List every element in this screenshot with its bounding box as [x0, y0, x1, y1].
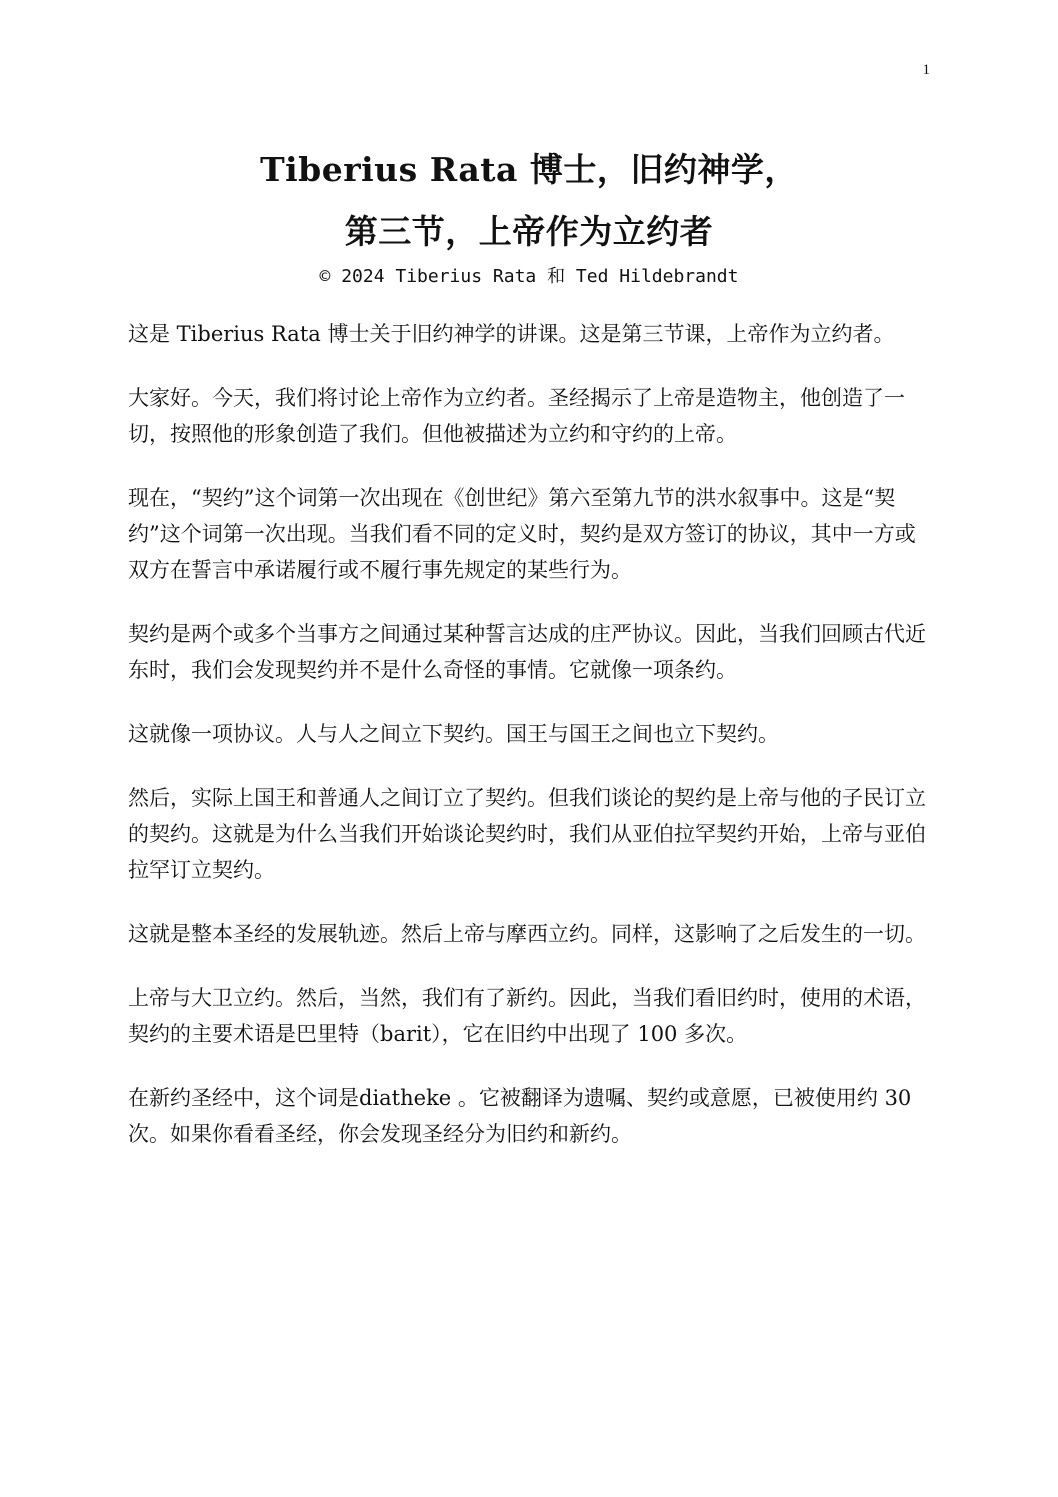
- paragraph: 契约是两个或多个当事方之间通过某种誓言达成的庄严协议。因此，当我们回顾古代近东时，我们会发现契约并不是什么奇怪的事情。它就像一项条约。: [128, 622, 926, 682]
- paragraph: 在新约圣经中，这个词是diatheke 。它被翻译为遗嘱、契约或意愿，已被使用约 30 次。如果你看看圣经，你会发现圣经分为旧约和新约。: [128, 1086, 912, 1146]
- paragraph: 然后，实际上国王和普通人之间订立了契约。但我们谈论的契约是上帝与他的子民订立的契约。这就是为什么当我们开始谈论契约时，我们从亚伯拉罕契约开始，上帝与亚伯拉罕订立契约。: [128, 786, 926, 882]
- document-body: [128, 316, 928, 1180]
- page-title-line-2: 第三节，上帝作为立约者: [344, 212, 714, 251]
- paragraph: 大家好。今天，我们将讨论上帝作为立约者。圣经揭示了上帝是造物主，他创造了一切，按照他的形象创造了我们。但他被描述为立约和守约的上帝。: [128, 386, 905, 446]
- page-title-line-1: Tiberius Rata 博士，旧约神学，: [260, 150, 798, 189]
- page-number: 1: [922, 62, 930, 78]
- paragraph: 这就是整本圣经的发展轨迹。然后上帝与摩西立约。同样，这影响了之后发生的一切。: [128, 922, 926, 946]
- paragraph: 这是 Tiberius Rata 博士关于旧约神学的讲课。这是第三节课，上帝作为立约者。: [128, 322, 895, 346]
- paragraph: 上帝与大卫立约。然后，当然，我们有了新约。因此，当我们看旧约时，使用的术语，契约的主要术语是巴里特（barit），它在旧约中出现了 100 多次。: [128, 986, 926, 1046]
- copyright-notice: © 2024 Tiberius Rata 和 Ted Hildebrandt: [319, 266, 739, 287]
- paragraph: 这就像一项协议。人与人之间立下契约。国王与国王之间也立下契约。: [128, 722, 779, 746]
- paragraph: 现在，“契约”这个词第一次出现在《创世纪》第六至第九节的洪水叙事中。这是“契约”这个词第一次出现。当我们看不同的定义时，契约是双方签订的协议，其中一方或双方在誓言中承诺履行或不履行事先规定的某些行为。: [128, 486, 916, 582]
